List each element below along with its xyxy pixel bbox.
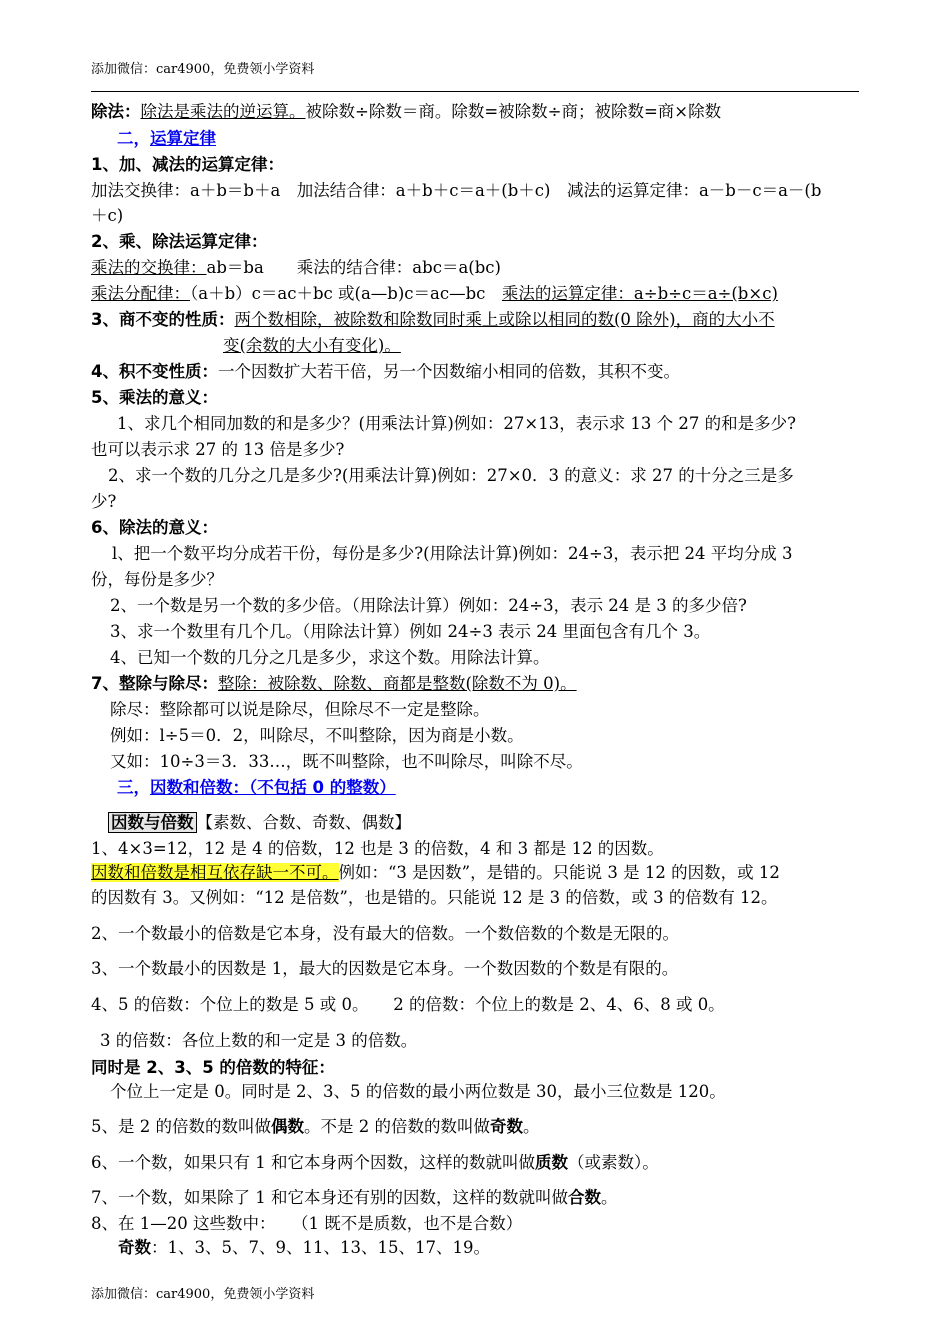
line-add-laws-cont: ＋c) <box>91 206 124 225</box>
heading-div-meaning: 6、除法的意义： <box>91 518 218 537</box>
section-3-title: 因数和倍数：（不包括 0 的整数） <box>150 778 396 797</box>
label-commutative: 乘法的交换律： <box>91 258 207 277</box>
section-3-heading <box>117 778 889 798</box>
line-factors-multiples-box <box>108 813 880 833</box>
page-footer: 添加微信：car4900，免费领小学资料 <box>91 1287 315 1302</box>
line-exact-division <box>91 674 863 694</box>
text-quotient-invariance: 两个数相除，被除数和除数同时乘上或除以相同的数(0 除外)，商的大小不 <box>234 310 775 329</box>
line-add-laws: 加法交换律：a＋b＝b＋a 加法结合律：a＋b＋c＝a＋(b＋c) 减法的运算定律：a－b－c＝a－(b <box>91 181 822 200</box>
line-example-2: 又如：10÷3＝3．33…，既不叫整除，也不叫除尽，叫除不尽。 <box>110 752 583 771</box>
text-period: 。 <box>523 1117 540 1136</box>
text-odd-def: 。不是 2 的倍数的数叫做 <box>304 1117 490 1136</box>
line-mul-meaning-2-cont: 少? <box>91 492 117 511</box>
line-quotient-invariance-cont: 变(余数的大小有变化)。 <box>223 336 401 355</box>
label-product-invariance: 4、积不变性质： <box>91 362 218 381</box>
text-exact-division: 整除：被除数、除数、商都是整数(除数不为 0)。 <box>217 674 577 693</box>
line-mul-meaning-1: 1、求几个相同加数的和是多少？(用乘法计算)例如：27×13，表示求 13 个 27 的和是多少? <box>117 414 797 433</box>
text-period: 。 <box>601 1188 618 1207</box>
section-2-title: 运算定律 <box>150 129 216 148</box>
label-distributive: 乘法分配律： <box>91 284 190 303</box>
text-prime-alias: （或素数）。 <box>568 1153 659 1172</box>
line-multiple-of-3: 3 的倍数：各位上数的和一定是 3 的倍数。 <box>100 1031 418 1050</box>
line-fm-6 <box>91 1153 863 1173</box>
line-mul-laws <box>91 258 863 278</box>
line-fm-8: 8、在 1—20 这些数中： （1 既不是质数，也不是合数） <box>91 1214 523 1233</box>
line-fm-example-cont: 的因数有 3。又例如：“12 是倍数”，也是错的。只能说 12 是 3 的倍数，或 3 的倍数有 12。 <box>91 888 778 907</box>
line-2-3-5-feature: 个位上一定是 0。同时是 2、3、5 的倍数的最小两位数是 30，最小三位数是 120。 <box>110 1082 726 1101</box>
term-prime: 质数 <box>535 1153 568 1172</box>
text-odd-list: ：1、3、5、7、9、11、13、15、17、19。 <box>151 1238 490 1257</box>
line-fm-3: 3、一个数最小的因数是 1，最大的因数是它本身。一个数因数的个数是有限的。 <box>91 959 679 978</box>
line-div-meaning-2: 2、一个数是另一个数的多少倍。（用除法计算）例如：24÷3，表示 24 是 3 的多少倍? <box>110 596 747 615</box>
term-composite: 合数 <box>568 1188 601 1207</box>
text-prime-def: 6、一个数，如果只有 1 和它本身两个因数，这样的数就叫做 <box>91 1153 535 1172</box>
line-fm-4: 4、5 的倍数：个位上的数是 5 或 0。 2 的倍数：个位上的数是 2、4、6、8 或 0。 <box>91 995 725 1014</box>
label-exact-division: 7、整除与除尽： <box>91 674 218 693</box>
highlight-interdependent: 因数和倍数是相互依存缺一不可。 <box>91 863 339 882</box>
line-fm-7 <box>91 1188 863 1208</box>
text-product-invariance: 一个因数扩大若干倍，另一个因数缩小相同的倍数，其积不变。 <box>217 362 680 381</box>
section-2-heading <box>117 129 889 149</box>
heading-mul-div-laws: 2、乘、除法运算定律： <box>91 232 268 251</box>
term-even: 偶数 <box>271 1117 304 1136</box>
line-odd-list <box>118 1238 890 1258</box>
term-odd: 奇数 <box>490 1117 523 1136</box>
line-div-meaning-1-cont: 份，每份是多少？ <box>91 570 223 589</box>
line-fm-1: 1、4×3=12，12 是 4 的倍数，12 也是 3 的倍数，4 和 3 都是 12 的因数。 <box>91 839 664 858</box>
heading-2-3-5-feature: 同时是 2、3、5 的倍数的特征： <box>91 1058 335 1077</box>
line-quotient-invariance <box>91 310 863 330</box>
header-divider <box>91 91 859 92</box>
line-fm-2: 2、一个数最小的倍数是它本身，没有最大的倍数。一个数倍数的个数是无限的。 <box>91 924 679 943</box>
line-division-def <box>91 102 863 122</box>
line-mul-meaning-2: 2、求一个数的几分之几是多少?(用乘法计算)例如：27×0．3 的意义：求 27 的十分之三是多 <box>108 466 794 485</box>
section-3-number: 三， <box>117 778 150 797</box>
text-distributive: （a＋b）c＝ac＋bc 或(a—b)c＝ac—bc <box>190 284 486 303</box>
page-header: 添加微信：car4900，免费领小学资料 <box>91 62 315 77</box>
text-fm-example: 例如：“3 是因数”，是错的。只能说 3 是 12 的因数，或 12 <box>338 863 780 882</box>
heading-mul-meaning: 5、乘法的意义： <box>91 388 218 407</box>
line-example-1: 例如：l÷5＝0．2，叫除尽，不叫整除，因为商是小数。 <box>110 726 524 745</box>
boxed-label-factors-multiples: 因数与倍数 <box>108 812 197 833</box>
text-number-types: 【素数、合数、奇数、偶数】 <box>196 813 411 832</box>
line-mul-meaning-1-cont: 也可以表示求 27 的 13 倍是多少? <box>91 440 345 459</box>
term-odd-list: 奇数 <box>118 1238 151 1257</box>
text-division-formulas: 被除数÷除数＝商。除数=被除数÷商；被除数=商×除数 <box>305 102 722 121</box>
label-quotient-invariance: 3、商不变的性质： <box>91 310 235 329</box>
line-divides-evenly: 除尽：整除都可以说是除尽，但除尽不一定是整除。 <box>110 700 490 719</box>
line-div-meaning-1: l、把一个数平均分成若干份，每份是多少?(用除法计算)例如：24÷3，表示把 24 平均分成 3 <box>112 544 793 563</box>
line-product-invariance <box>91 362 863 382</box>
line-distributive <box>91 284 863 304</box>
text-mul-laws: ab＝ba 乘法的结合律：abc＝a(bc) <box>206 258 501 277</box>
heading-add-sub-laws: 1、加、减法的运算定律： <box>91 155 284 174</box>
text-inverse-op: 除法是乘法的逆运算。 <box>140 102 306 121</box>
line-fm-interdependent <box>91 863 863 883</box>
line-div-meaning-3: 3、求一个数里有几个几。（用除法计算）例如 24÷3 表示 24 里面包含有几个 3。 <box>110 622 711 641</box>
text-composite-def: 7、一个数，如果除了 1 和它本身还有别的因数，这样的数就叫做 <box>91 1188 568 1207</box>
label-division: 除法： <box>91 102 141 121</box>
line-fm-5 <box>91 1117 863 1137</box>
line-div-meaning-4: 4、已知一个数的几分之几是多少，求这个数。用除法计算。 <box>110 648 550 667</box>
section-2-number: 二， <box>117 129 150 148</box>
text-div-law: 乘法的运算定律：a÷b÷c＝a÷(b×c) <box>501 284 778 303</box>
spacer <box>485 284 502 303</box>
text-even-def: 5、是 2 的倍数的数叫做 <box>91 1117 271 1136</box>
